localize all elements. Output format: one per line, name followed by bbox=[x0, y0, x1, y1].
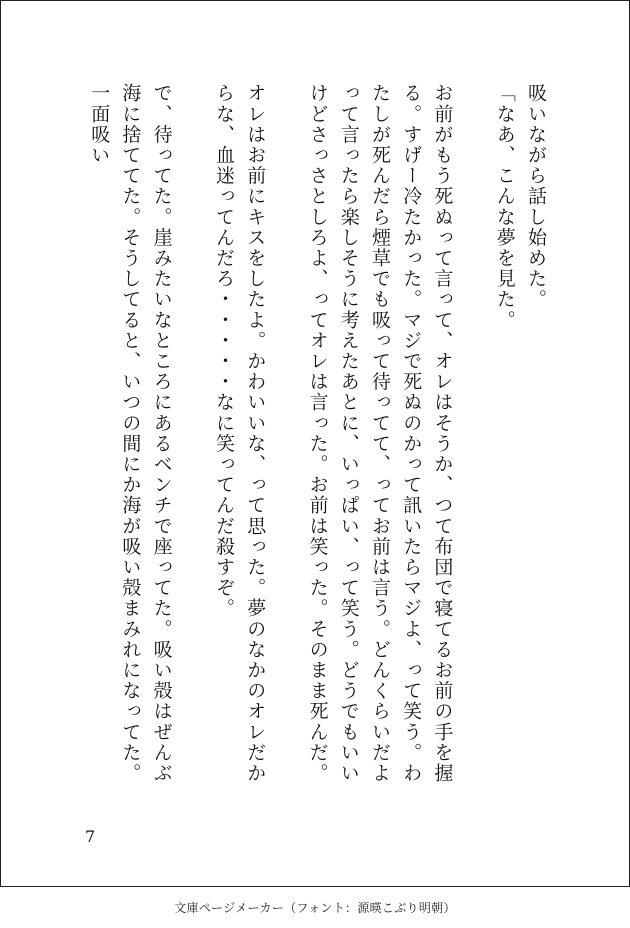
blank-line bbox=[177, 83, 208, 803]
paragraph: オレはお前にキスをしたよ。かわいいな、って思った。夢のなかのオレだからな、血迷ってんだろ・・・・・なに笑ってんだ殺すぞ。 bbox=[213, 83, 267, 784]
paragraph: で、待ってた。崖みたいなところにあるベンチで座ってた。吸い殻はぜんぶ海に捨ててた。そうしてると、いつの間にか海が吸い殻まみれになってた。一面吸い bbox=[88, 83, 173, 784]
paragraph: 吸いながら話し始めた。 bbox=[525, 83, 547, 310]
footer-label: 文庫ページメーカー（フォント：源暎こぶり明朝） bbox=[174, 901, 456, 915]
blank-line bbox=[270, 83, 301, 803]
page-number: 7 bbox=[85, 827, 96, 846]
body-text bbox=[71, 83, 551, 803]
paragraph: 「なあ、こんな夢を見た。 bbox=[493, 83, 516, 331]
paragraph: お前がもう死ぬって言って、オレはそうか、つて布団で寝てるお前の手を握る。すげー冷たかった。マジで死ぬのかって訊いたらマジよ、って笑う。わたしが死んだら煙草でも吸って待ってて、ってお前は言う。どんくらいだよって言ったら楽しそうに考えたあとに、いっぱい、って笑う。どうでもいいけどさっさとしろよ、ってオレは言った。お前は笑った。そのまま死んだ。 bbox=[306, 83, 454, 784]
blank-line bbox=[457, 83, 488, 803]
